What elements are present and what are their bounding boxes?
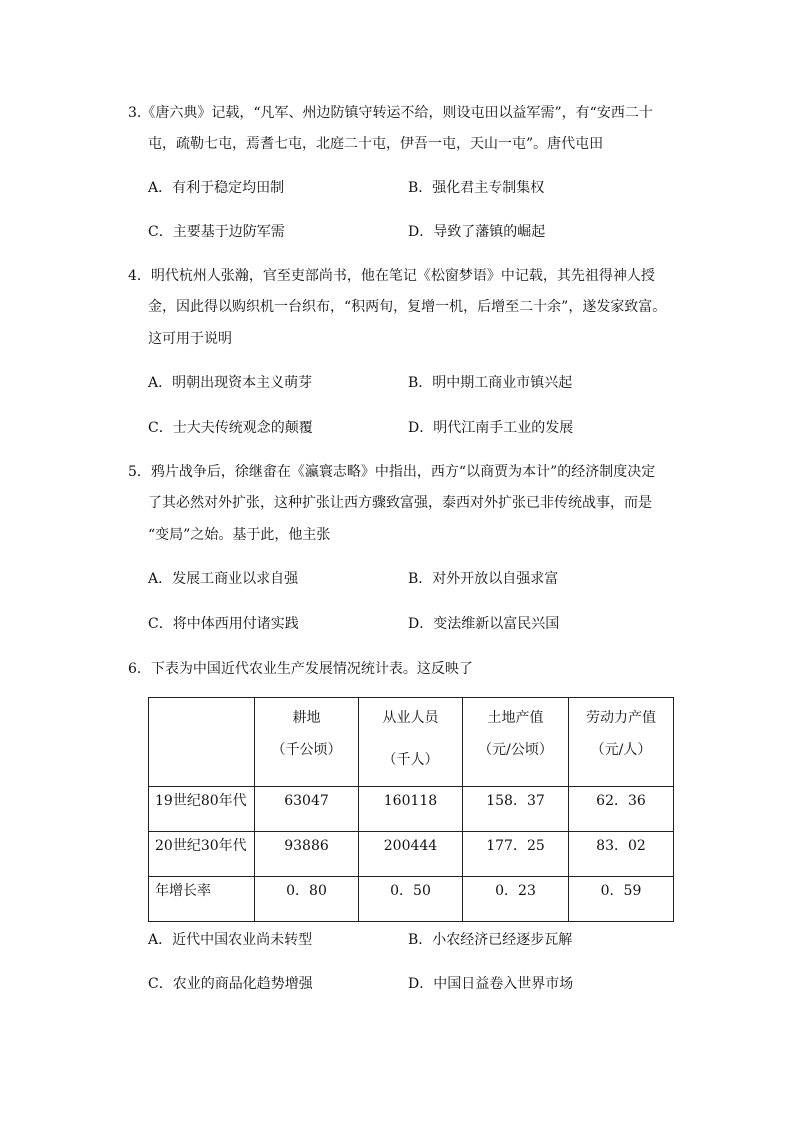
q4-option-a: A．明朝出现资本主义萌芽 [148, 375, 313, 391]
table-cell: 63047 [255, 787, 359, 832]
table-cell: 83．02 [569, 832, 674, 877]
table-header-cell-farmland [255, 698, 359, 787]
q4-stem-line-3: 这可用于说明 [148, 331, 232, 347]
q4-option-b: B．明中期工商业市镇兴起 [408, 375, 573, 391]
q5-option-a: A．发展工商业以求自强 [148, 571, 299, 587]
header-workers-label: 从业人员 [382, 710, 439, 726]
q6-option-a: A．近代中国农业尚未转型 [148, 932, 313, 948]
table-header-cell-empty [149, 698, 255, 787]
table-cell: 62．36 [569, 787, 674, 832]
table-header-cell-workers [359, 698, 463, 787]
q4-option-d: D．明代江南手工业的发展 [408, 420, 574, 436]
table-cell: 200444 [359, 832, 463, 877]
table-row [149, 877, 674, 922]
table-cell: 0．80 [255, 877, 359, 922]
table-cell: 160118 [359, 787, 463, 832]
q4-stem-line-2: 金，因此得以购织机一台织布，“积两旬，复增一机，后增至二十余”，遂发家致富。 [148, 299, 667, 315]
q5-option-c: C．将中体西用付诸实践 [148, 616, 299, 632]
table-cell: 0．23 [463, 877, 569, 922]
q3-stem-line-2: 屯，疏勒七屯，焉耆七屯，北庭二十屯，伊吾一屯，天山一屯”。唐代屯田 [148, 136, 604, 152]
table-row [149, 787, 674, 832]
q6-option-c: C．农业的商品化趋势增强 [148, 976, 313, 992]
q5-stem-line-1: 5．鸦片战争后，徐继畬在《瀛寰志略》中指出，西方“以商贾为本计”的经济制度决定 [128, 464, 656, 480]
table-row [149, 832, 674, 877]
table-cell: 177．25 [463, 832, 569, 877]
q5-stem-line-2: 了其必然对外扩张，这种扩张让西方骤致富强，泰西对外扩张已非传统战事，而是 [148, 495, 652, 511]
table-header-cell-labor-output [569, 698, 674, 787]
table-cell: 19世纪80年代 [149, 787, 255, 832]
header-farmland-label: 耕地 [292, 710, 321, 726]
table-cell: 0．50 [359, 877, 463, 922]
table-cell: 0．59 [569, 877, 674, 922]
q6-option-b: B．小农经济已经逐步瓦解 [408, 932, 573, 948]
q3-option-d: D．导致了藩镇的崛起 [408, 224, 546, 240]
q6-stem-line-1: 6．下表为中国近代农业生产发展情况统计表。这反映了 [128, 661, 473, 677]
q3-option-c: C．主要基于边防军需 [148, 224, 285, 240]
table-cell: 20世纪30年代 [149, 832, 255, 877]
header-labor-output-label: 劳动力产值 [586, 710, 656, 726]
q5-stem-line-3: “变局”之始。基于此，他主张 [148, 527, 331, 543]
agriculture-stats-table [148, 697, 674, 922]
table-header-row [149, 698, 674, 787]
q6-option-d: D．中国日益卷入世界市场 [408, 976, 574, 992]
header-labor-output-unit: （元/人） [590, 742, 652, 758]
table-header-cell-land-output [463, 698, 569, 787]
q4-option-c: C．士大夫传统观念的颠覆 [148, 420, 313, 436]
q5-option-b: B．对外开放以自强求富 [408, 571, 559, 587]
table-cell: 年增长率 [149, 877, 255, 922]
header-farmland-unit: （千公顷） [271, 742, 342, 758]
q4-stem-line-1: 4．明代杭州人张瀚，官至吏部尚书，他在笔记《松窗梦语》中记载，其先祖得神人授 [128, 268, 655, 284]
q5-option-d: D．变法维新以富民兴国 [408, 616, 560, 632]
table-cell: 93886 [255, 832, 359, 877]
table-cell: 158．37 [463, 787, 569, 832]
q3-stem-line-1: 3.《唐六典》记载，“凡军、州边防镇守转运不给，则设屯田以益军需”，有“安西二十 [128, 105, 653, 121]
header-land-output-unit: （元/公顷） [478, 742, 553, 758]
header-workers-unit: （千人） [382, 752, 439, 768]
q3-option-a: A．有利于稳定均田制 [148, 180, 285, 196]
q3-option-b: B．强化君主专制集权 [408, 180, 545, 196]
header-land-output-label: 土地产值 [487, 710, 544, 726]
